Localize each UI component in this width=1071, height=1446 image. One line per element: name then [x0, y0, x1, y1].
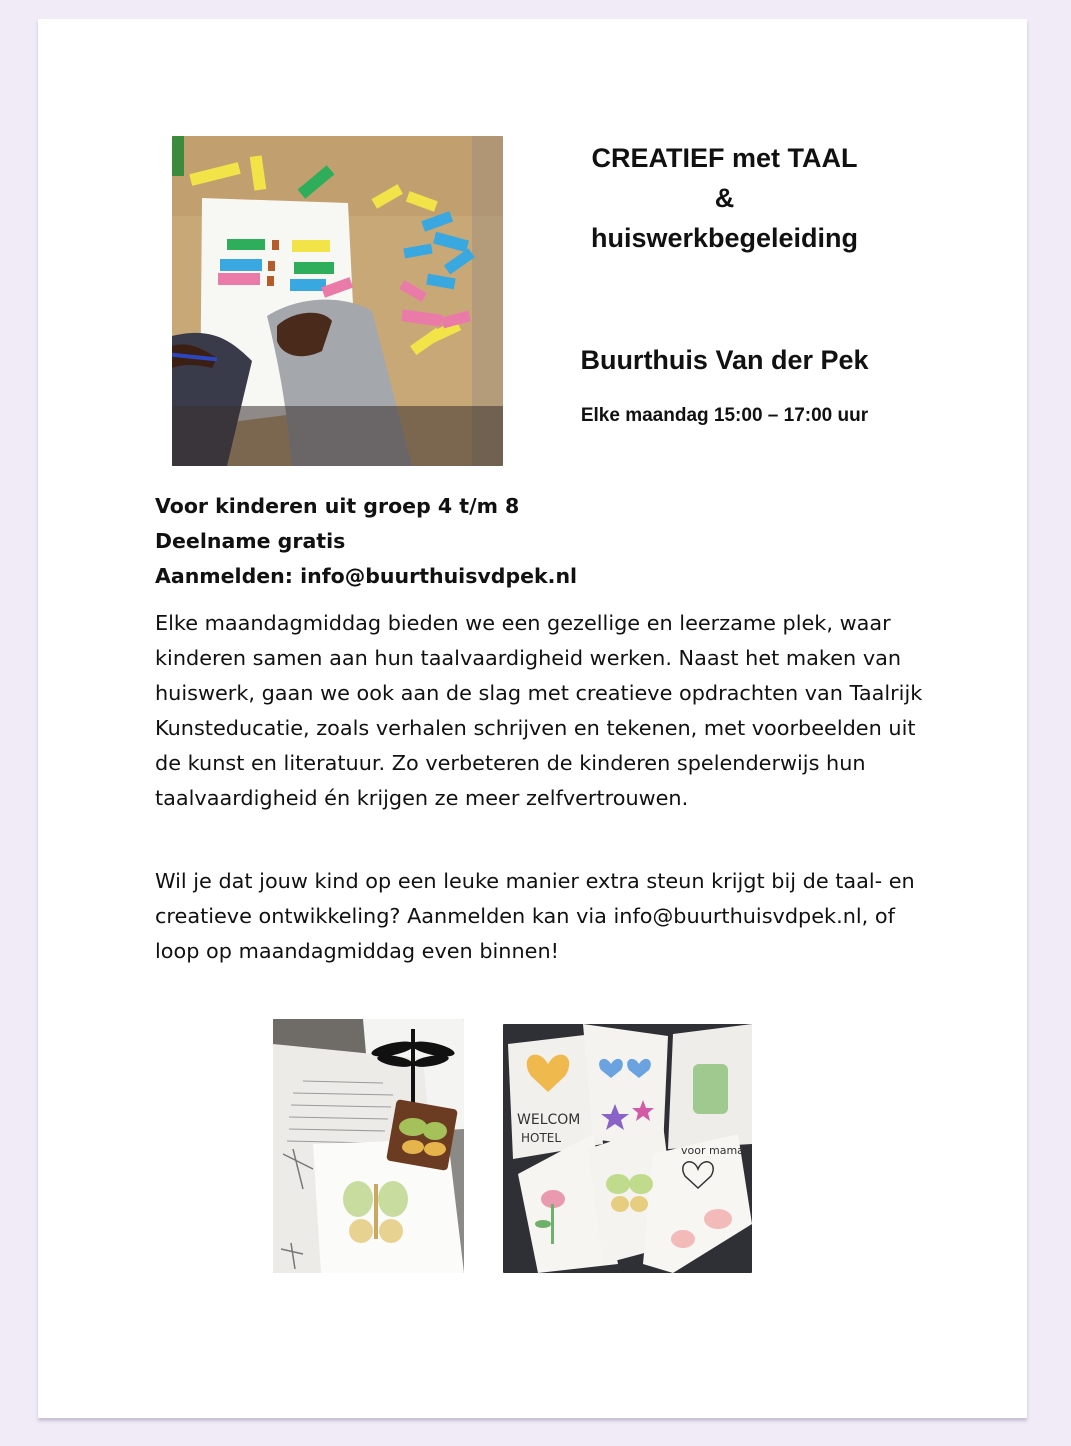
- svg-text:voor mama: voor mama: [681, 1144, 744, 1157]
- signup-line: Aanmelden: info@buurthuisvdpek.nl: [155, 564, 578, 588]
- photo-painted-cards: [503, 1024, 752, 1273]
- audience-line: Voor kinderen uit groep 4 t/m 8: [155, 494, 520, 518]
- title-ampersand: &: [714, 183, 735, 213]
- venue-name: Buurthuis Van der Pek: [580, 345, 869, 375]
- svg-text:HOTEL: HOTEL: [521, 1131, 562, 1145]
- key-facts: [155, 489, 915, 594]
- flyer-subtitle: huiswerkbegeleiding: [590, 223, 859, 253]
- svg-text:WELCOM: WELCOM: [517, 1112, 581, 1128]
- schedule-text: Elke maandag 15:00 – 17:00 uur: [580, 405, 869, 426]
- photo-dragonfly-stamp: [273, 1019, 464, 1273]
- price-line: Deelname gratis: [155, 529, 346, 553]
- flyer-title: CREATIEF met TAAL: [591, 143, 858, 173]
- flyer-page: [38, 19, 1027, 1418]
- signup-paragraph: Wil je dat jouw kind op een leuke manier extra steun krijgt bij de taal- en creatieve ontwikkeling? Aanmelden kan via info@buurthuisvdpek.nl, of loop op maandagmiddag even binnen!: [155, 869, 915, 963]
- intro-paragraph: Elke maandagmiddag bieden we een gezellige en leerzame plek, waar kinderen samen aan hun taalvaardigheid werken. Naast het maken van huiswerk, gaan we ook aan de slag met creatieve opdrachten van Taalrijk Kunsteducatie, zoals verhalen schrijven en tekenen, met voorbeelden uit de kunst en literatuur. Zo verbeteren de kinderen spelenderwijs hun taalvaardigheid én krijgen ze meer zelfvertrouwen.: [155, 611, 923, 810]
- photo-word-cards: [172, 136, 503, 466]
